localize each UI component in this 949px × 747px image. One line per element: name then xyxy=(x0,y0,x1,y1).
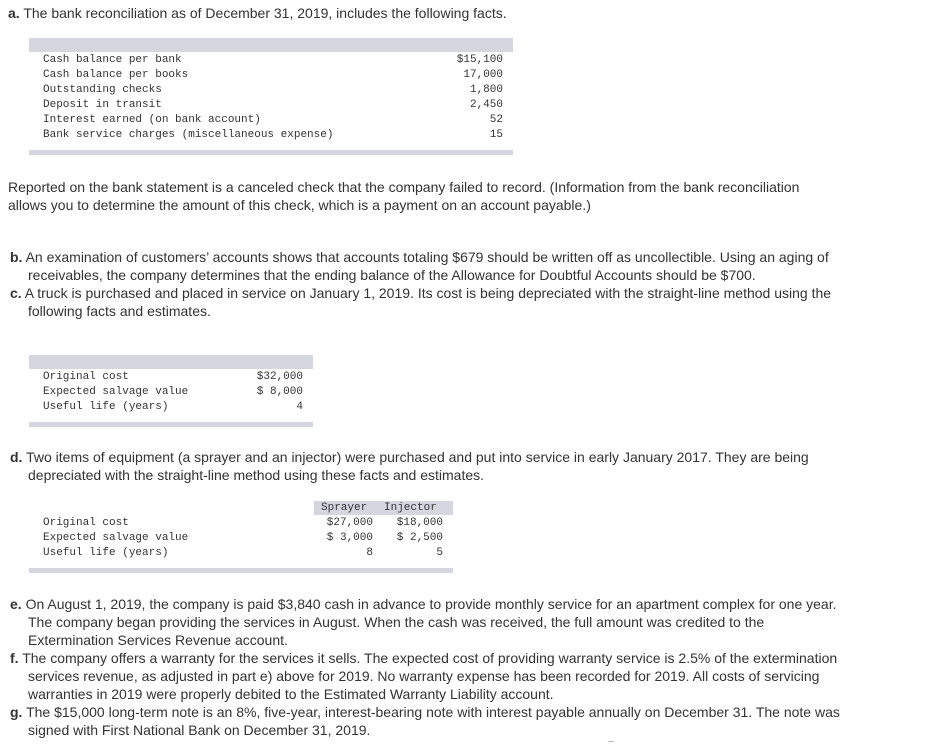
table-row: Deposit in transit 2,450 xyxy=(43,99,503,111)
part-d: d. Two items of equipment (a sprayer and an injector) were purchased and put into service in early January 2017. They are being depreciated with the straight-line method using these facts and estimates. xyxy=(10,449,809,483)
column-header-sprayer: Sprayer xyxy=(321,502,368,514)
bank-reconciliation-table xyxy=(29,38,513,156)
column-header-injector: Injector xyxy=(384,502,437,514)
part-a-intro xyxy=(8,4,507,22)
table-row: Expected salvage value $ 3,000 $ 2,500 xyxy=(43,532,443,544)
table-row: Interest earned (on bank account) 52 xyxy=(43,114,503,126)
equipment-depreciation-table xyxy=(29,501,453,573)
table-row: Useful life (years) 4 xyxy=(43,401,303,413)
truck-depreciation-table xyxy=(29,355,313,427)
table-row: Useful life (years) 8 5 xyxy=(43,547,443,559)
table-row: Cash balance per bank $15,100 xyxy=(43,54,503,66)
part-c: c. A truck is purchased and placed in service on January 1, 2019. Its cost is being depreciated with the straight-line method using the following facts and estimates. xyxy=(10,285,832,319)
divider xyxy=(608,741,614,742)
part-g: g. The $15,000 long-term note is an 8%, five-year, interest-bearing note with interest payable annually on December 31. The note was signed with First National Bank on December 31, 2019. xyxy=(10,704,840,738)
table-row: Expected salvage value $ 8,000 xyxy=(43,386,303,398)
table-row: Original cost $32,000 xyxy=(43,371,303,383)
part-a-text: The bank reconciliation as of December 31, 2019, includes the following facts. xyxy=(19,5,507,21)
table-row: Cash balance per books 17,000 xyxy=(43,69,503,81)
part-a-label: a. xyxy=(8,5,20,21)
part-e: e. On August 1, 2019, the company is paid $3,840 cash in advance to provide monthly service for an apartment complex for one year. The company began providing the services in August. When the cash was received, the full amount was credited to the Extermination Services Revenue account. xyxy=(10,596,837,648)
part-a-note: Reported on the bank statement is a canceled check that the company failed to record. (Information from the bank reconciliation allows you to determine the amount of this check, which is a payment on an account payable.) xyxy=(8,179,800,213)
part-f: f. The company offers a warranty for the services it sells. The expected cost of providing warranty service is 2.5% of the extermination services revenue, as adjusted in part e) above for 2019. No warranty expense has been recorded for 2019. All costs of servicing warranties in 2019 were properly debited to the Estimated Warranty Liability account. xyxy=(10,650,838,702)
table-row: Outstanding checks 1,800 xyxy=(43,84,503,96)
table-row: Original cost $27,000 $18,000 xyxy=(43,517,443,529)
part-b: b. An examination of customers’ accounts shows that accounts totaling $679 should be written off as uncollectible. Using an aging of receivables, the company determines that the ending balance of the Allowance for Doubtful Accounts should be $700. xyxy=(10,249,829,283)
table-row: Bank service charges (miscellaneous expense) 15 xyxy=(43,129,503,141)
